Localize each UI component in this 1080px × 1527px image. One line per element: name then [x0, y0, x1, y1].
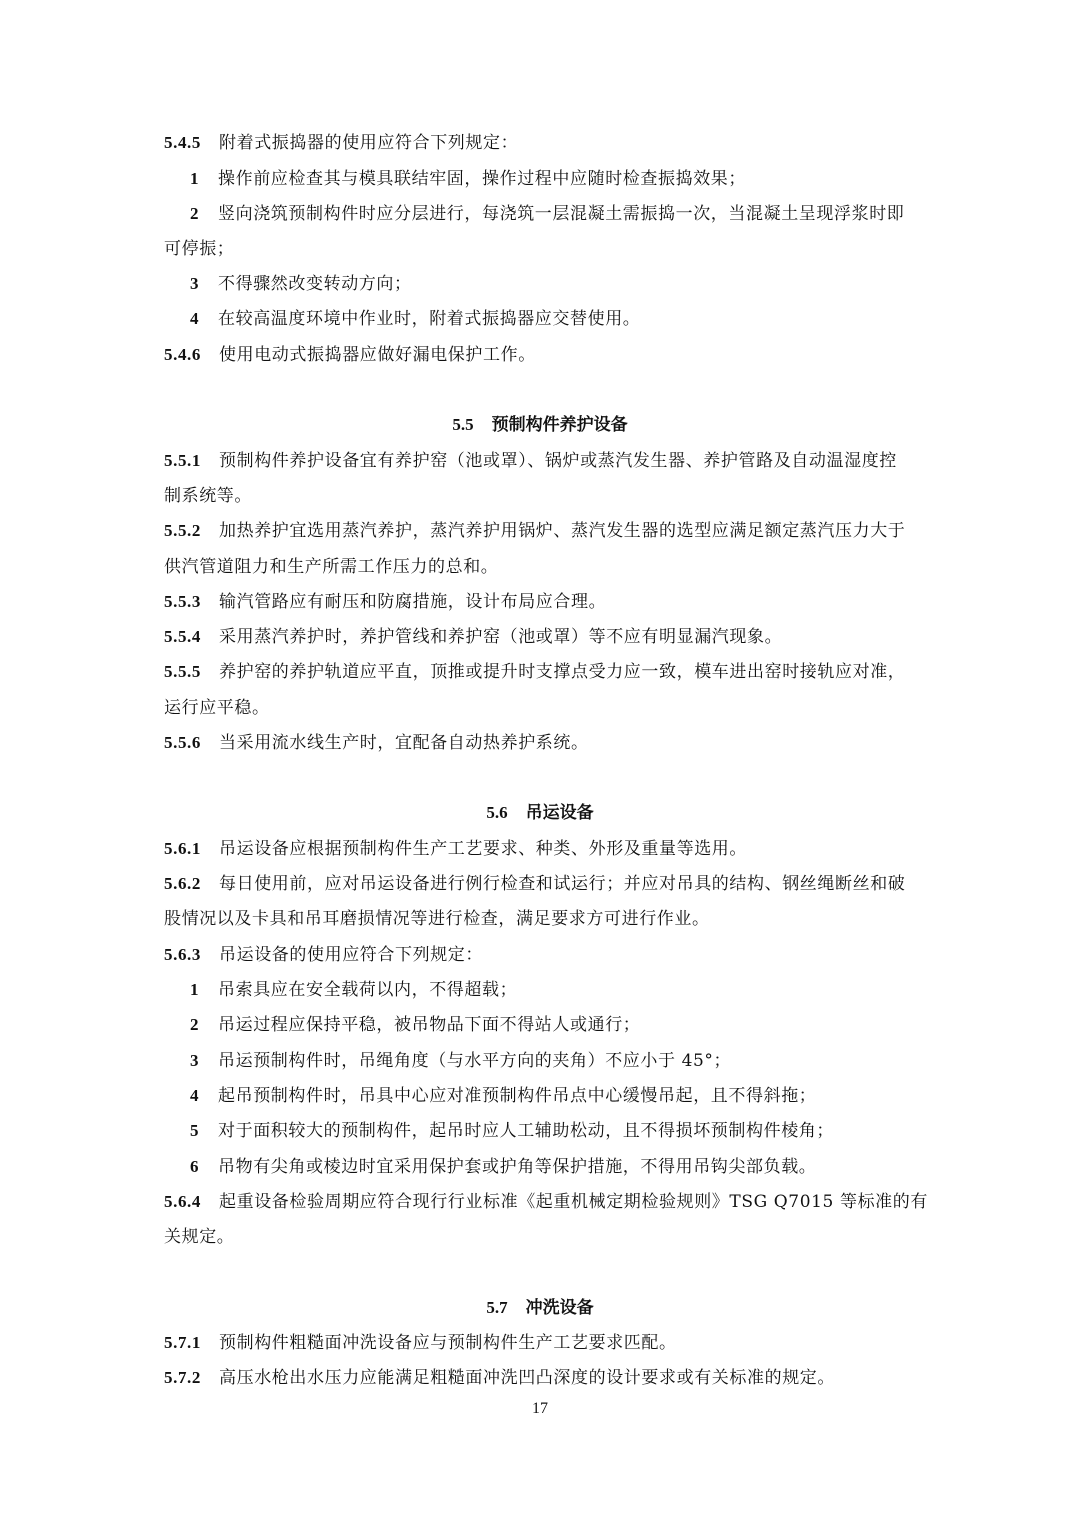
clause-5-5-1	[164, 450, 924, 472]
clause-5-5-5	[164, 661, 924, 683]
section-title: 冲洗设备	[525, 1298, 594, 1318]
clause-number: 5.7.2	[164, 1368, 201, 1387]
continuation-text: 可停振；	[164, 239, 235, 259]
list-item	[190, 1050, 950, 1072]
section-heading-5-7	[0, 1297, 1080, 1319]
list-item	[190, 308, 950, 330]
clause-number: 5.5.6	[164, 733, 201, 752]
continuation-text: 制系统等。	[164, 486, 252, 506]
clause-number: 5.4.5	[164, 133, 201, 152]
item-number: 2	[190, 1015, 200, 1034]
clause-5-5-3	[164, 591, 924, 613]
item-number: 4	[190, 1086, 200, 1105]
item-text: 吊物有尖角或棱边时宜采用保护套或护角等保护措施，不得用吊钩尖部负载。	[218, 1157, 817, 1177]
section-heading-5-5	[0, 414, 1080, 436]
clause-text: 当采用流水线生产时，宜配备自动热养护系统。	[219, 733, 589, 753]
clause-text: 输汽管路应有耐压和防腐措施，设计布局应合理。	[219, 592, 607, 612]
clause-text: 每日使用前，应对吊运设备进行例行检查和试运行；并应对吊具的结构、钢丝绳断丝和破	[219, 874, 906, 894]
clause-5-5-2	[164, 520, 924, 542]
clause-number: 5.5.1	[164, 451, 201, 470]
clause-number: 5.5.2	[164, 521, 201, 540]
item-number: 5	[190, 1121, 200, 1140]
item-text: 吊索具应在安全载荷以内，不得超载；	[218, 980, 518, 1000]
continuation-text: 运行应平稳。	[164, 698, 270, 718]
item-number: 1	[190, 169, 200, 188]
clause-5-4-5	[164, 132, 924, 154]
list-item	[190, 1085, 950, 1107]
clause-5-7-2	[164, 1367, 924, 1389]
item-number: 6	[190, 1157, 200, 1176]
clause-number: 5.7.1	[164, 1333, 201, 1352]
clause-5-5-4	[164, 626, 924, 648]
clause-number: 5.4.6	[164, 345, 201, 364]
item-text: 对于面积较大的预制构件，起吊时应人工辅助松动，且不得损坏预制构件棱角；	[218, 1121, 834, 1141]
clause-text: 附着式振捣器的使用应符合下列规定：	[219, 133, 519, 153]
clause-5-4-6	[164, 344, 924, 366]
clause-5-6-3	[164, 944, 924, 966]
clause-number: 5.5.3	[164, 592, 201, 611]
item-text: 竖向浇筑预制构件时应分层进行，每浇筑一层混凝土需振捣一次，当混凝土呈现浮浆时即	[218, 204, 905, 224]
clause-5-5-6	[164, 732, 924, 754]
clause-5-6-2	[164, 873, 924, 895]
item-text: 不得骤然改变转动方向；	[218, 274, 412, 294]
clause-text: 养护窑的养护轨道应平直，顶推或提升时支撑点受力应一致，模车进出窑时接轨应对准，	[219, 662, 906, 682]
clause-number: 5.6.2	[164, 874, 201, 893]
page-number: 17	[532, 1400, 548, 1417]
list-item	[190, 979, 950, 1001]
item-number: 3	[190, 1051, 200, 1070]
clause-text: 使用电动式振捣器应做好漏电保护工作。	[219, 345, 536, 365]
continuation-text: 供汽管道阻力和生产所需工作压力的总和。	[164, 557, 499, 577]
clause-number: 5.5.4	[164, 627, 201, 646]
clause-number: 5.5.5	[164, 662, 201, 681]
clause-text: 起重设备检验周期应符合现行行业标准《起重机械定期检验规则》TSG Q7015 等标准的有	[219, 1192, 928, 1212]
item-text: 起吊预制构件时，吊具中心应对准预制构件吊点中心缓慢吊起，且不得斜拖；	[218, 1086, 817, 1106]
list-item	[190, 1014, 950, 1036]
section-number: 5.7	[486, 1298, 508, 1317]
item-text: 操作前应检查其与模具联结牢固，操作过程中应随时检查振捣效果；	[218, 169, 746, 189]
clause-number: 5.6.3	[164, 945, 201, 964]
list-item	[190, 273, 950, 295]
clause-text: 吊运设备应根据预制构件生产工艺要求、种类、外形及重量等选用。	[219, 839, 747, 859]
continuation-text: 关规定。	[164, 1227, 235, 1247]
list-item	[190, 1120, 950, 1142]
item-number: 1	[190, 980, 200, 999]
item-number: 4	[190, 309, 200, 328]
item-text: 在较高温度环境中作业时，附着式振捣器应交替使用。	[218, 309, 641, 329]
list-item	[190, 1156, 950, 1178]
list-item	[190, 168, 950, 190]
section-title: 吊运设备	[525, 803, 594, 823]
clause-text: 预制构件养护设备宜有养护窑（池或罩）、锅炉或蒸汽发生器、养护管路及自动温湿度控	[219, 451, 897, 471]
clause-5-7-1	[164, 1332, 924, 1354]
clause-5-6-1	[164, 838, 924, 860]
item-text: 吊运过程应保持平稳，被吊物品下面不得站人或通行；	[218, 1015, 641, 1035]
clause-text: 高压水枪出水压力应能满足粗糙面冲洗凹凸深度的设计要求或有关标准的规定。	[219, 1368, 835, 1388]
clause-number: 5.6.4	[164, 1192, 201, 1211]
clause-number: 5.6.1	[164, 839, 201, 858]
list-item	[190, 203, 950, 225]
clause-text: 吊运设备的使用应符合下列规定：	[219, 945, 483, 965]
item-number: 3	[190, 274, 200, 293]
clause-text: 预制构件粗糙面冲洗设备应与预制构件生产工艺要求匹配。	[219, 1333, 677, 1353]
item-text: 吊运预制构件时，吊绳角度（与水平方向的夹角）不应小于 45°；	[218, 1051, 732, 1071]
clause-text: 采用蒸汽养护时，养护管线和养护窑（池或罩）等不应有明显漏汽现象。	[219, 627, 783, 647]
section-number: 5.6	[486, 803, 508, 822]
section-heading-5-6	[0, 802, 1080, 824]
item-number: 2	[190, 204, 200, 223]
continuation-text: 股情况以及卡具和吊耳磨损情况等进行检查，满足要求方可进行作业。	[164, 909, 710, 929]
section-number: 5.5	[452, 415, 474, 434]
clause-5-6-4	[164, 1191, 928, 1213]
section-title: 预制构件养护设备	[491, 415, 628, 435]
clause-text: 加热养护宜选用蒸汽养护，蒸汽养护用锅炉、蒸汽发生器的选型应满足额定蒸汽压力大于	[219, 521, 906, 541]
